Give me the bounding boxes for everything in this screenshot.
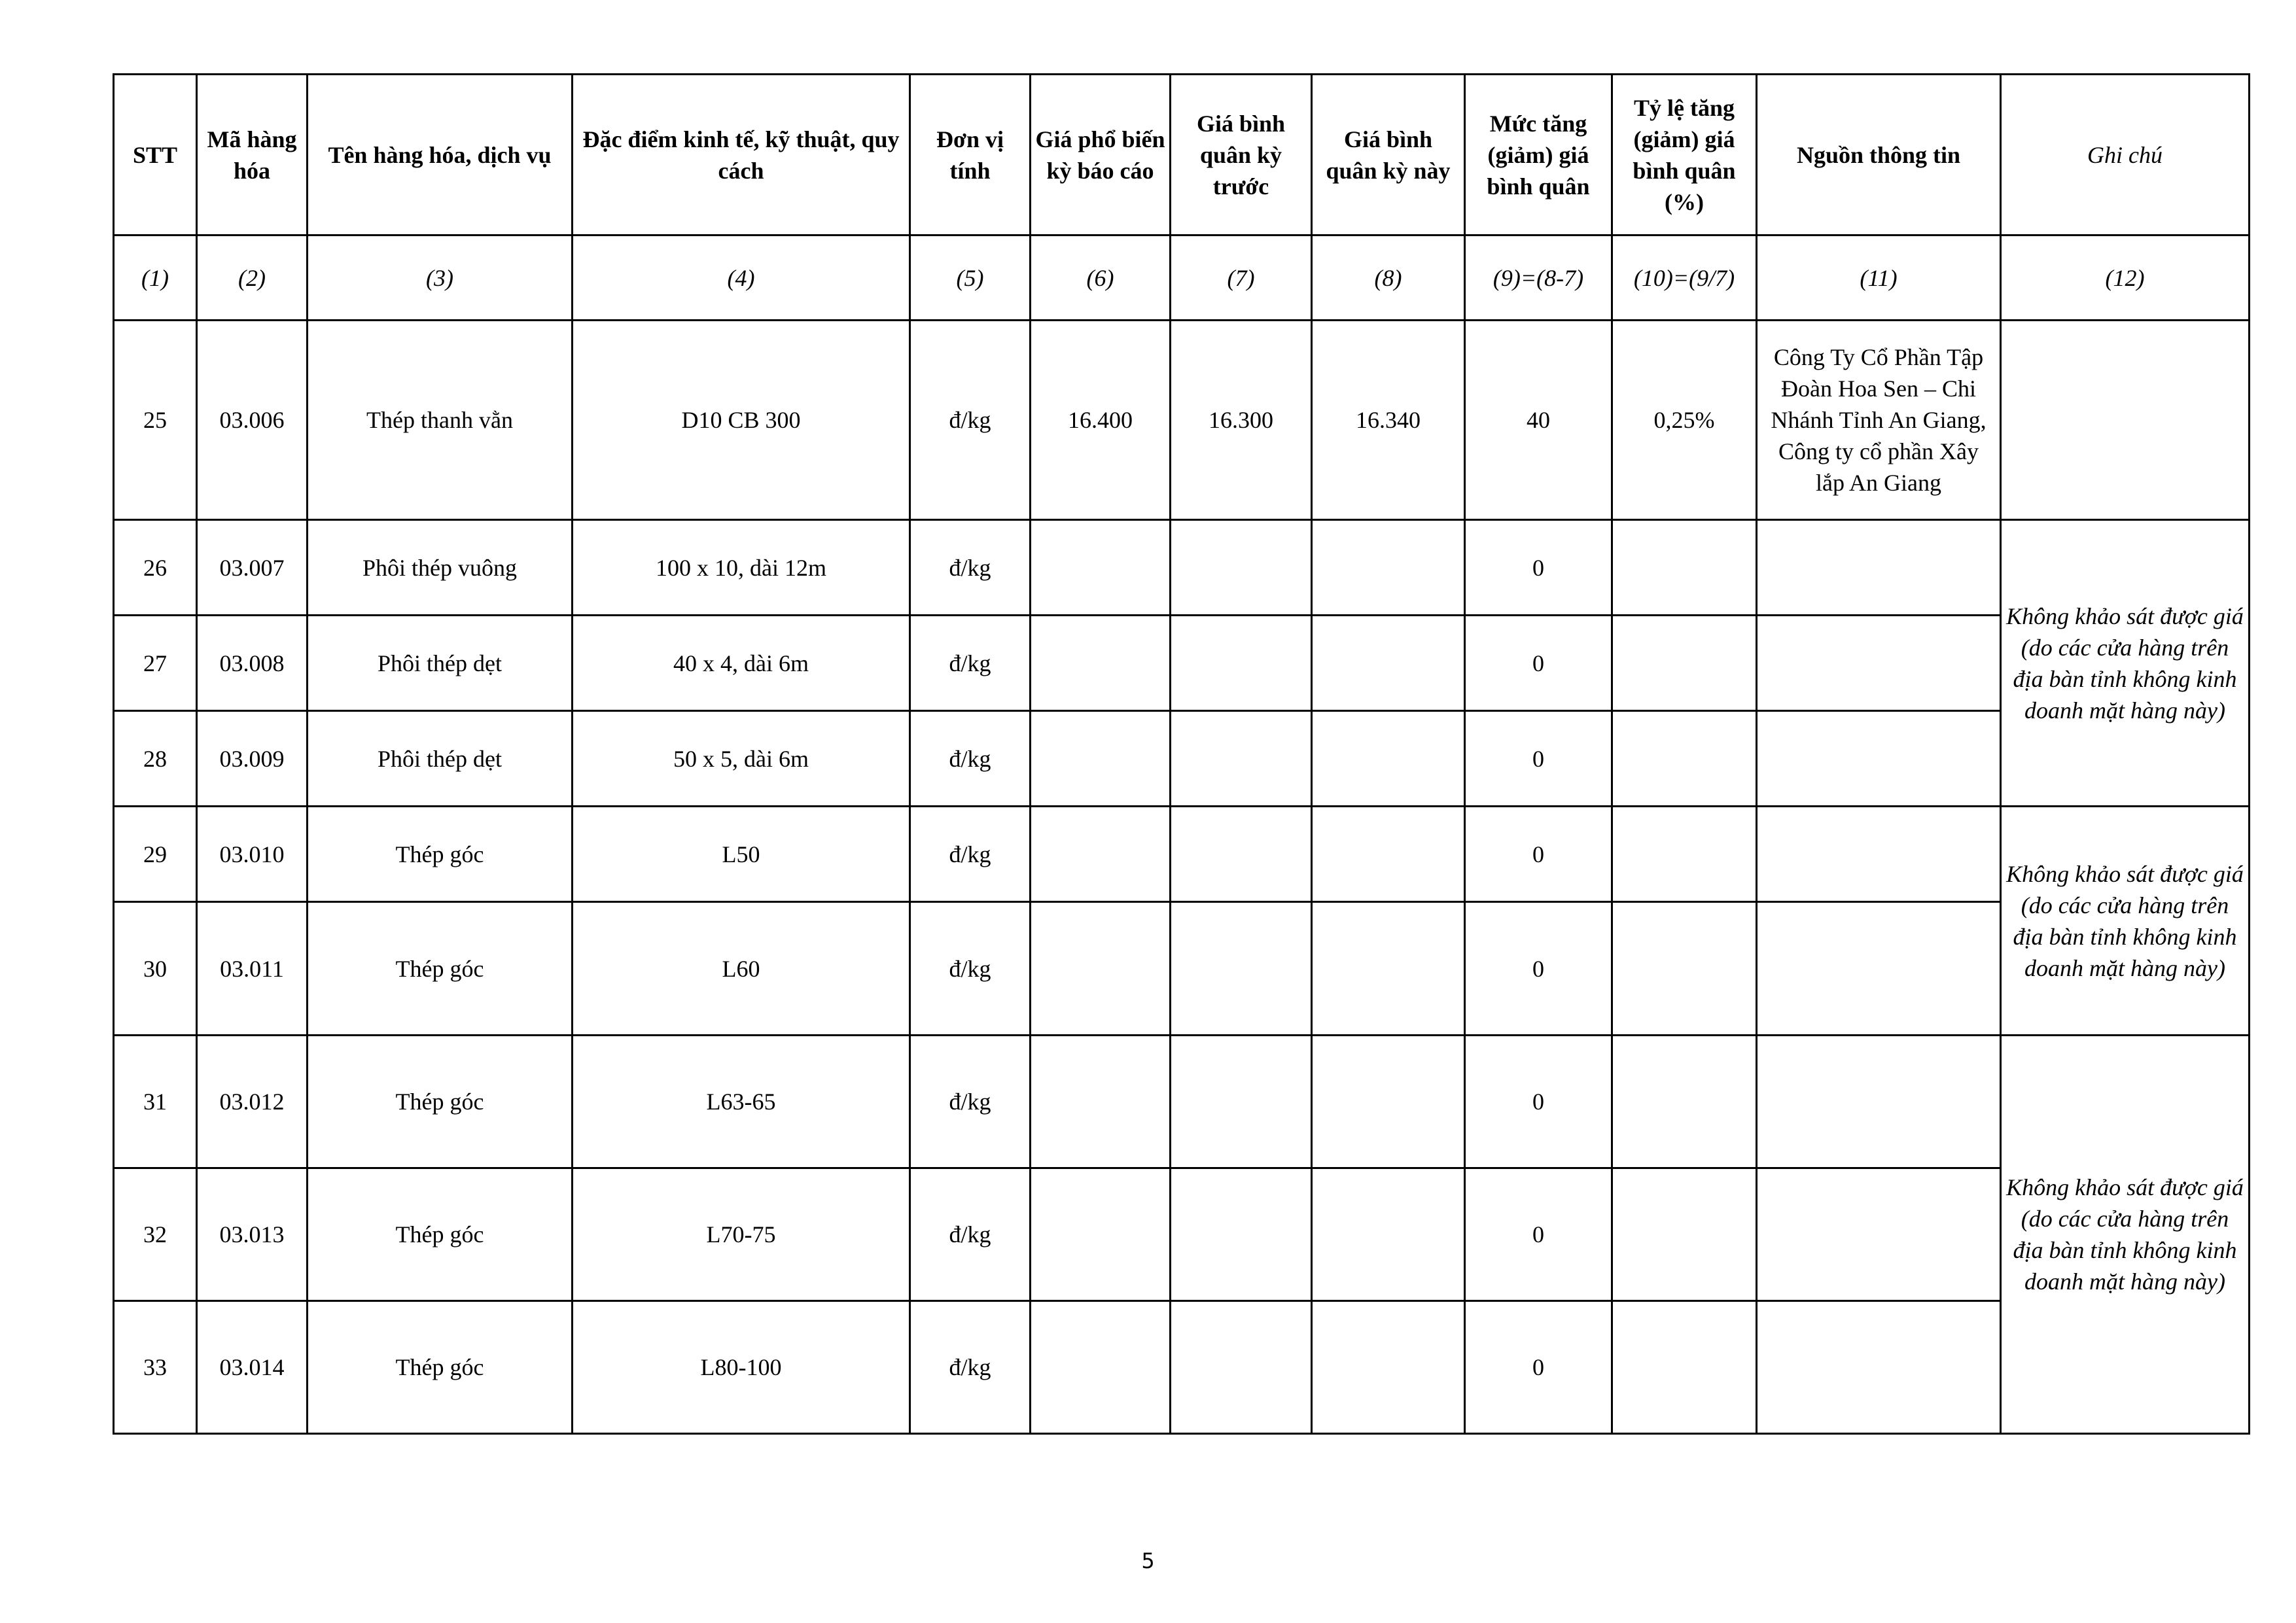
cell-price-curr — [1312, 711, 1465, 807]
column-number: (4) — [573, 236, 910, 321]
column-number-row — [114, 236, 2250, 321]
table-row — [114, 807, 2250, 902]
cell-change-pct — [1612, 711, 1757, 807]
cell-note — [2001, 321, 2250, 520]
column-number: (10)=(9/7) — [1612, 236, 1757, 321]
cell-name: Thép thanh vằn — [308, 321, 573, 520]
cell-price-common — [1031, 1168, 1171, 1301]
cell-price-prev — [1171, 807, 1312, 902]
cell-change: 0 — [1465, 711, 1612, 807]
cell-stt: 29 — [114, 807, 197, 902]
cell-stt: 33 — [114, 1301, 197, 1434]
cell-spec: 50 x 5, dài 6m — [573, 711, 910, 807]
cell-price-common — [1031, 1036, 1171, 1168]
table-row — [114, 711, 2250, 807]
header-name: Tên hàng hóa, dịch vụ — [308, 75, 573, 236]
cell-code: 03.006 — [197, 321, 308, 520]
table-row — [114, 1036, 2250, 1168]
cell-change-pct — [1612, 520, 1757, 616]
cell-code: 03.013 — [197, 1168, 308, 1301]
cell-spec: L50 — [573, 807, 910, 902]
header-price-curr: Giá bình quân kỳ này — [1312, 75, 1465, 236]
cell-stt: 27 — [114, 616, 197, 711]
header-unit: Đơn vị tính — [910, 75, 1031, 236]
column-number: (1) — [114, 236, 197, 321]
cell-price-common — [1031, 807, 1171, 902]
cell-change: 0 — [1465, 1301, 1612, 1434]
cell-spec: L80-100 — [573, 1301, 910, 1434]
cell-code: 03.008 — [197, 616, 308, 711]
cell-code: 03.009 — [197, 711, 308, 807]
cell-change: 0 — [1465, 616, 1612, 711]
cell-name: Thép góc — [308, 807, 573, 902]
cell-change-pct — [1612, 616, 1757, 711]
cell-source — [1757, 1036, 2001, 1168]
cell-price-curr — [1312, 520, 1465, 616]
column-number: (7) — [1171, 236, 1312, 321]
cell-change-pct — [1612, 1036, 1757, 1168]
header-price-common: Giá phổ biến kỳ báo cáo — [1031, 75, 1171, 236]
cell-change: 0 — [1465, 1168, 1612, 1301]
cell-price-common — [1031, 902, 1171, 1036]
header-note: Ghi chú — [2001, 75, 2250, 236]
cell-price-curr: 16.340 — [1312, 321, 1465, 520]
cell-stt: 25 — [114, 321, 197, 520]
table-row — [114, 902, 2250, 1036]
cell-unit: đ/kg — [910, 321, 1031, 520]
header-spec: Đặc điểm kinh tế, kỹ thuật, quy cách — [573, 75, 910, 236]
cell-source — [1757, 807, 2001, 902]
cell-unit: đ/kg — [910, 1301, 1031, 1434]
cell-source: Công Ty Cổ Phần Tập Đoàn Hoa Sen – Chi Nhánh Tỉnh An Giang, Công ty cổ phần Xây lắp An Giang — [1757, 321, 2001, 520]
cell-source — [1757, 1168, 2001, 1301]
cell-price-common: 16.400 — [1031, 321, 1171, 520]
cell-spec: 100 x 10, dài 12m — [573, 520, 910, 616]
cell-source — [1757, 616, 2001, 711]
header-source: Nguồn thông tin — [1757, 75, 2001, 236]
cell-change-pct: 0,25% — [1612, 321, 1757, 520]
cell-price-curr — [1312, 1168, 1465, 1301]
cell-price-common — [1031, 616, 1171, 711]
cell-name: Phôi thép dẹt — [308, 711, 573, 807]
cell-name: Phôi thép dẹt — [308, 616, 573, 711]
header-stt: STT — [114, 75, 197, 236]
cell-change: 0 — [1465, 1036, 1612, 1168]
column-number: (8) — [1312, 236, 1465, 321]
cell-note: Không khảo sát được giá (do các cửa hàng trên địa bàn tỉnh không kinh doanh mặt hàng này) — [2001, 520, 2250, 807]
cell-spec: L63-65 — [573, 1036, 910, 1168]
cell-name: Thép góc — [308, 902, 573, 1036]
cell-name: Thép góc — [308, 1301, 573, 1434]
cell-price-common — [1031, 711, 1171, 807]
cell-unit: đ/kg — [910, 520, 1031, 616]
cell-source — [1757, 520, 2001, 616]
column-number: (12) — [2001, 236, 2250, 321]
cell-change: 0 — [1465, 807, 1612, 902]
cell-code: 03.012 — [197, 1036, 308, 1168]
table-row — [114, 616, 2250, 711]
cell-code: 03.007 — [197, 520, 308, 616]
header-code: Mã hàng hóa — [197, 75, 308, 236]
table-header-row — [114, 75, 2250, 236]
cell-price-curr — [1312, 1301, 1465, 1434]
column-number: (9)=(8-7) — [1465, 236, 1612, 321]
cell-price-prev — [1171, 1301, 1312, 1434]
cell-unit: đ/kg — [910, 616, 1031, 711]
cell-change: 0 — [1465, 902, 1612, 1036]
cell-name: Phôi thép vuông — [308, 520, 573, 616]
cell-spec: L70-75 — [573, 1168, 910, 1301]
cell-price-common — [1031, 520, 1171, 616]
cell-price-common — [1031, 1301, 1171, 1434]
cell-change: 40 — [1465, 321, 1612, 520]
cell-spec: 40 x 4, dài 6m — [573, 616, 910, 711]
cell-price-prev — [1171, 520, 1312, 616]
column-number: (5) — [910, 236, 1031, 321]
cell-price-curr — [1312, 616, 1465, 711]
cell-code: 03.014 — [197, 1301, 308, 1434]
column-number: (3) — [308, 236, 573, 321]
cell-stt: 30 — [114, 902, 197, 1036]
cell-name: Thép góc — [308, 1036, 573, 1168]
page-number: 5 — [1141, 1548, 1155, 1573]
cell-spec: L60 — [573, 902, 910, 1036]
cell-price-prev — [1171, 711, 1312, 807]
cell-change-pct — [1612, 807, 1757, 902]
header-change-pct: Tỷ lệ tăng (giảm) giá bình quân (%) — [1612, 75, 1757, 236]
cell-stt: 28 — [114, 711, 197, 807]
cell-stt: 26 — [114, 520, 197, 616]
cell-unit: đ/kg — [910, 1036, 1031, 1168]
cell-price-prev — [1171, 1168, 1312, 1301]
column-number: (2) — [197, 236, 308, 321]
cell-price-prev — [1171, 1036, 1312, 1168]
cell-note: Không khảo sát được giá (do các cửa hàng trên địa bàn tỉnh không kinh doanh mặt hàng này) — [2001, 1036, 2250, 1434]
table-row — [114, 321, 2250, 520]
price-table — [113, 73, 2250, 1435]
cell-unit: đ/kg — [910, 1168, 1031, 1301]
cell-change-pct — [1612, 902, 1757, 1036]
cell-price-curr — [1312, 807, 1465, 902]
cell-change-pct — [1612, 1301, 1757, 1434]
cell-note: Không khảo sát được giá (do các cửa hàng trên địa bàn tỉnh không kinh doanh mặt hàng này) — [2001, 807, 2250, 1036]
column-number: (11) — [1757, 236, 2001, 321]
table-row — [114, 1301, 2250, 1434]
cell-price-prev — [1171, 902, 1312, 1036]
cell-source — [1757, 902, 2001, 1036]
cell-unit: đ/kg — [910, 807, 1031, 902]
cell-code: 03.011 — [197, 902, 308, 1036]
header-price-prev: Giá bình quân kỳ trước — [1171, 75, 1312, 236]
cell-name: Thép góc — [308, 1168, 573, 1301]
cell-change: 0 — [1465, 520, 1612, 616]
table-row — [114, 1168, 2250, 1301]
cell-price-curr — [1312, 902, 1465, 1036]
cell-price-prev — [1171, 616, 1312, 711]
cell-source — [1757, 1301, 2001, 1434]
cell-change-pct — [1612, 1168, 1757, 1301]
table-row — [114, 520, 2250, 616]
cell-source — [1757, 711, 2001, 807]
cell-stt: 32 — [114, 1168, 197, 1301]
cell-code: 03.010 — [197, 807, 308, 902]
cell-price-prev: 16.300 — [1171, 321, 1312, 520]
cell-stt: 31 — [114, 1036, 197, 1168]
cell-unit: đ/kg — [910, 902, 1031, 1036]
cell-price-curr — [1312, 1036, 1465, 1168]
header-change: Mức tăng (giảm) giá bình quân — [1465, 75, 1612, 236]
cell-spec: D10 CB 300 — [573, 321, 910, 520]
column-number: (6) — [1031, 236, 1171, 321]
cell-unit: đ/kg — [910, 711, 1031, 807]
